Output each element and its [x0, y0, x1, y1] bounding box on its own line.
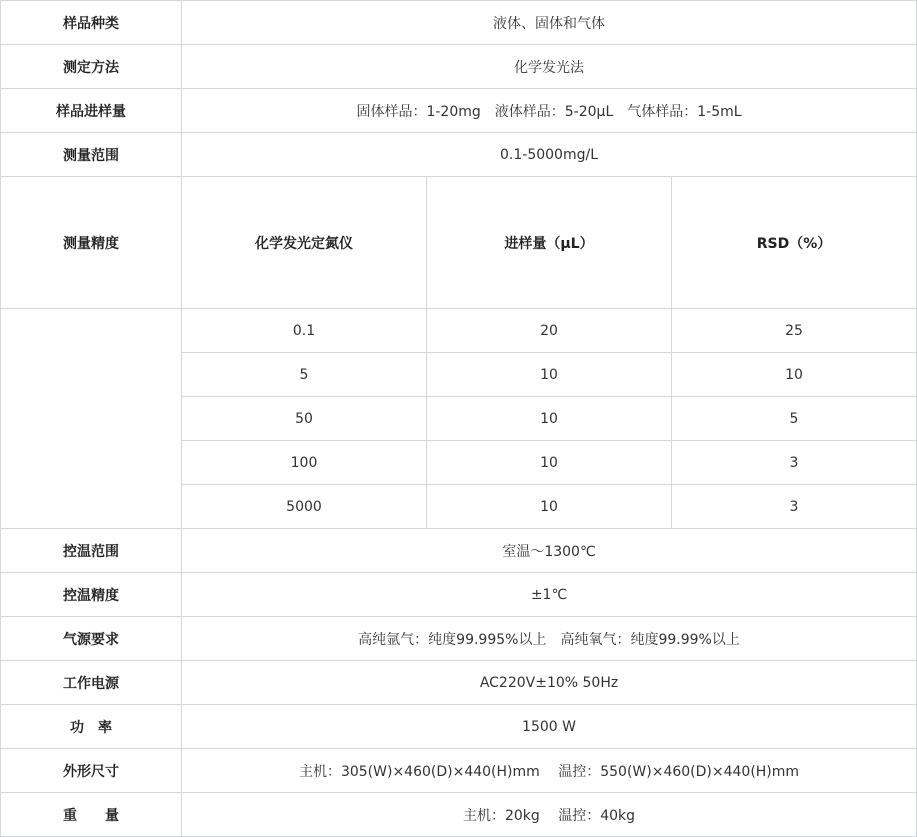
- row-value: 0.1-5000mg/L: [182, 133, 917, 177]
- precision-col-header: RSD（%）: [672, 177, 917, 309]
- row-label: 测定方法: [1, 45, 182, 89]
- row-temp-precision: [1, 573, 917, 617]
- precision-cell: 5000: [182, 485, 427, 529]
- row-label: 气源要求: [1, 617, 182, 661]
- precision-col-header: 进样量（μL）: [427, 177, 672, 309]
- row-temp-range: [1, 529, 917, 573]
- row-label: 控温精度: [1, 573, 182, 617]
- row-value: 固体样品：1-20mg 液体样品：5-20μL 气体样品：1-5mL: [182, 89, 917, 133]
- precision-cell: 3: [672, 485, 917, 529]
- row-value: 主机：20kg 温控：40kg: [182, 793, 917, 837]
- row-value: 化学发光法: [182, 45, 917, 89]
- row-label: 测量精度: [1, 177, 182, 309]
- row-label: 样品种类: [1, 1, 182, 45]
- precision-cell: 20: [427, 309, 672, 353]
- row-sample-type: [1, 1, 917, 45]
- row-value: 室温～1300℃: [182, 529, 917, 573]
- row-weight: [1, 793, 917, 837]
- row-power: [1, 705, 917, 749]
- precision-cell: 10: [427, 353, 672, 397]
- row-range: [1, 133, 917, 177]
- precision-col-header: 化学发光定氮仪: [182, 177, 427, 309]
- row-label: 功 率: [1, 705, 182, 749]
- row-label: 重 量: [1, 793, 182, 837]
- precision-cell: 10: [427, 485, 672, 529]
- precision-cell: 5: [182, 353, 427, 397]
- precision-blank-cell: [1, 309, 182, 529]
- precision-cell: 5: [672, 397, 917, 441]
- precision-header-row: [1, 177, 917, 309]
- precision-cell: 10: [427, 441, 672, 485]
- row-sample-volume: [1, 89, 917, 133]
- row-value: ±1℃: [182, 573, 917, 617]
- row-value: 液体、固体和气体: [182, 1, 917, 45]
- row-method: [1, 45, 917, 89]
- precision-cell: 25: [672, 309, 917, 353]
- precision-cell: 10: [427, 397, 672, 441]
- precision-cell: 100: [182, 441, 427, 485]
- row-value: 1500 W: [182, 705, 917, 749]
- row-label: 工作电源: [1, 661, 182, 705]
- row-dimensions: [1, 749, 917, 793]
- row-value: 主机：305(W)×460(D)×440(H)mm 温控：550(W)×460(D)×440(H)mm: [182, 749, 917, 793]
- precision-cell: 0.1: [182, 309, 427, 353]
- row-value: AC220V±10% 50Hz: [182, 661, 917, 705]
- row-label: 控温范围: [1, 529, 182, 573]
- precision-cell: 10: [672, 353, 917, 397]
- row-label: 样品进样量: [1, 89, 182, 133]
- row-gas-requirement: [1, 617, 917, 661]
- precision-cell: 3: [672, 441, 917, 485]
- row-label: 测量范围: [1, 133, 182, 177]
- row-power-supply: [1, 661, 917, 705]
- precision-cell: 50: [182, 397, 427, 441]
- row-value: 高纯氩气：纯度99.995%以上 高纯氧气：纯度99.99%以上: [182, 617, 917, 661]
- precision-row: [1, 309, 917, 353]
- row-label: 外形尺寸: [1, 749, 182, 793]
